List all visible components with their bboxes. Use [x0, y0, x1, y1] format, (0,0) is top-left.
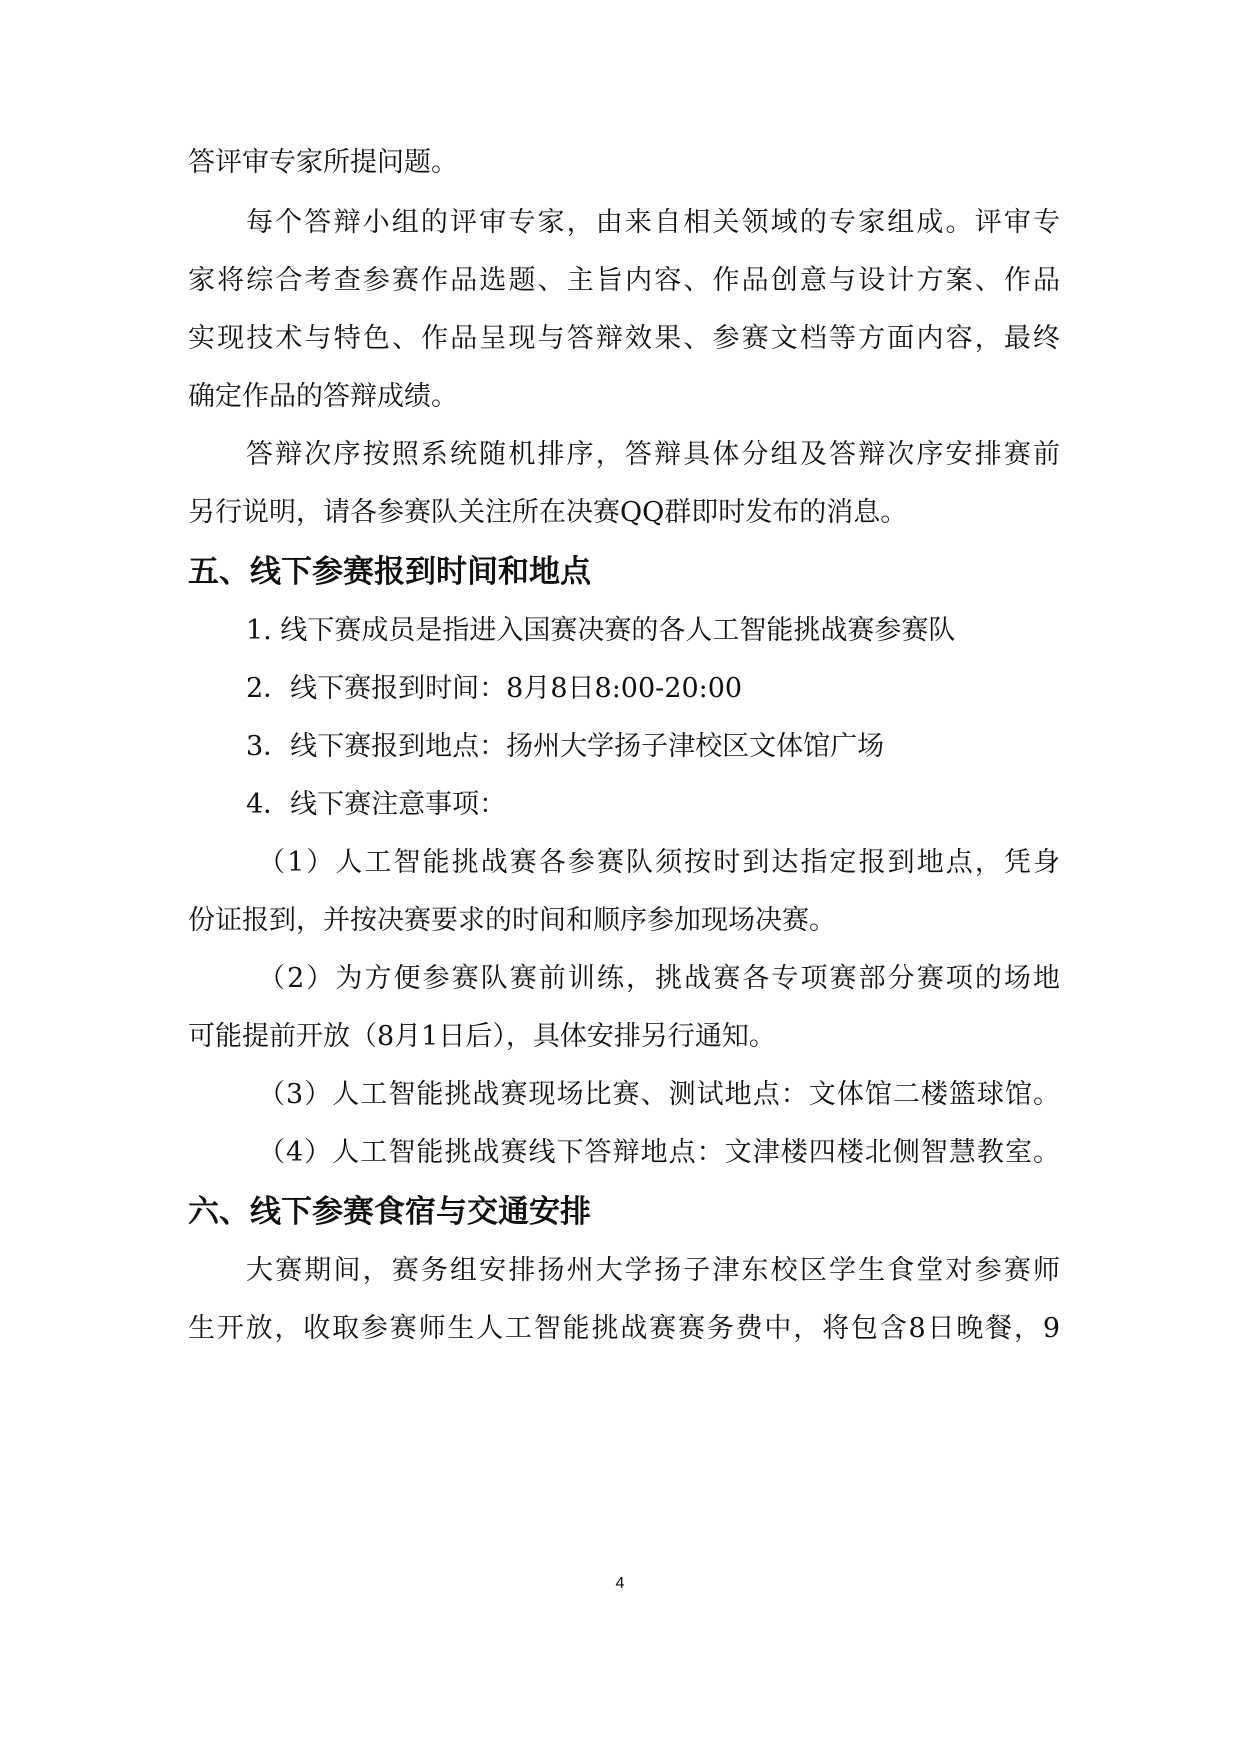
section-6-heading: 六、线下参赛食宿与交通安排 [188, 1194, 591, 1230]
paragraph-order-line-2: 另行说明，请各参赛队关注所在决赛QQ群即时发布的消息。 [188, 497, 908, 528]
note-2-line-2: 可能提前开放（8月1日后），具体安排另行通知。 [188, 1021, 776, 1052]
note-2-line-1: （2）为方便参赛队赛前训练，挑战赛各专项赛部分赛项的场地 [258, 963, 1060, 994]
section-5-item-1: 1. 线下赛成员是指进入国赛决赛的各人工智能挑战赛参赛队 [246, 615, 956, 646]
page-number: 4 [615, 1575, 625, 1592]
note-4: （4）人工智能挑战赛线下答辩地点：文津楼四楼北侧智慧教室。 [258, 1137, 1060, 1168]
section-6-para-line-2: 生开放，收取参赛师生人工智能挑战赛赛务费中，将包含8日晚餐，9 [188, 1313, 1060, 1344]
note-1-line-1: （1）人工智能挑战赛各参赛队须按时到达指定报到地点，凭身 [258, 847, 1060, 878]
paragraph-experts-line-2: 家将综合考查参赛作品选题、主旨内容、作品创意与设计方案、作品 [188, 265, 1060, 296]
section-6-para-line-1: 大赛期间，赛务组安排扬州大学扬子津东校区学生食堂对参赛师 [246, 1255, 1060, 1286]
note-3: （3）人工智能挑战赛现场比赛、测试地点：文体馆二楼篮球馆。 [258, 1079, 1060, 1110]
note-1-line-2: 份证报到，并按决赛要求的时间和顺序参加现场决赛。 [188, 905, 836, 936]
section-5-item-3: 3．线下赛报到地点：扬州大学扬子津校区文体馆广场 [246, 731, 885, 762]
section-5-item-2: 2．线下赛报到时间：8月8日8:00-20:00 [246, 673, 743, 704]
section-5-item-4: 4．线下赛注意事项： [246, 789, 507, 820]
paragraph-experts-line-1: 每个答辩小组的评审专家，由来自相关领域的专家组成。评审专 [246, 207, 1060, 238]
paragraph-order-line-1: 答辩次序按照系统随机排序，答辩具体分组及答辩次序安排赛前 [246, 439, 1060, 470]
section-5-heading: 五、线下参赛报到时间和地点 [188, 554, 591, 590]
paragraph-experts-line-3: 实现技术与特色、作品呈现与答辩效果、参赛文档等方面内容，最终 [188, 323, 1060, 354]
continuation-line: 答评审专家所提问题。 [188, 147, 458, 178]
paragraph-experts-line-4: 确定作品的答辩成绩。 [188, 381, 458, 412]
